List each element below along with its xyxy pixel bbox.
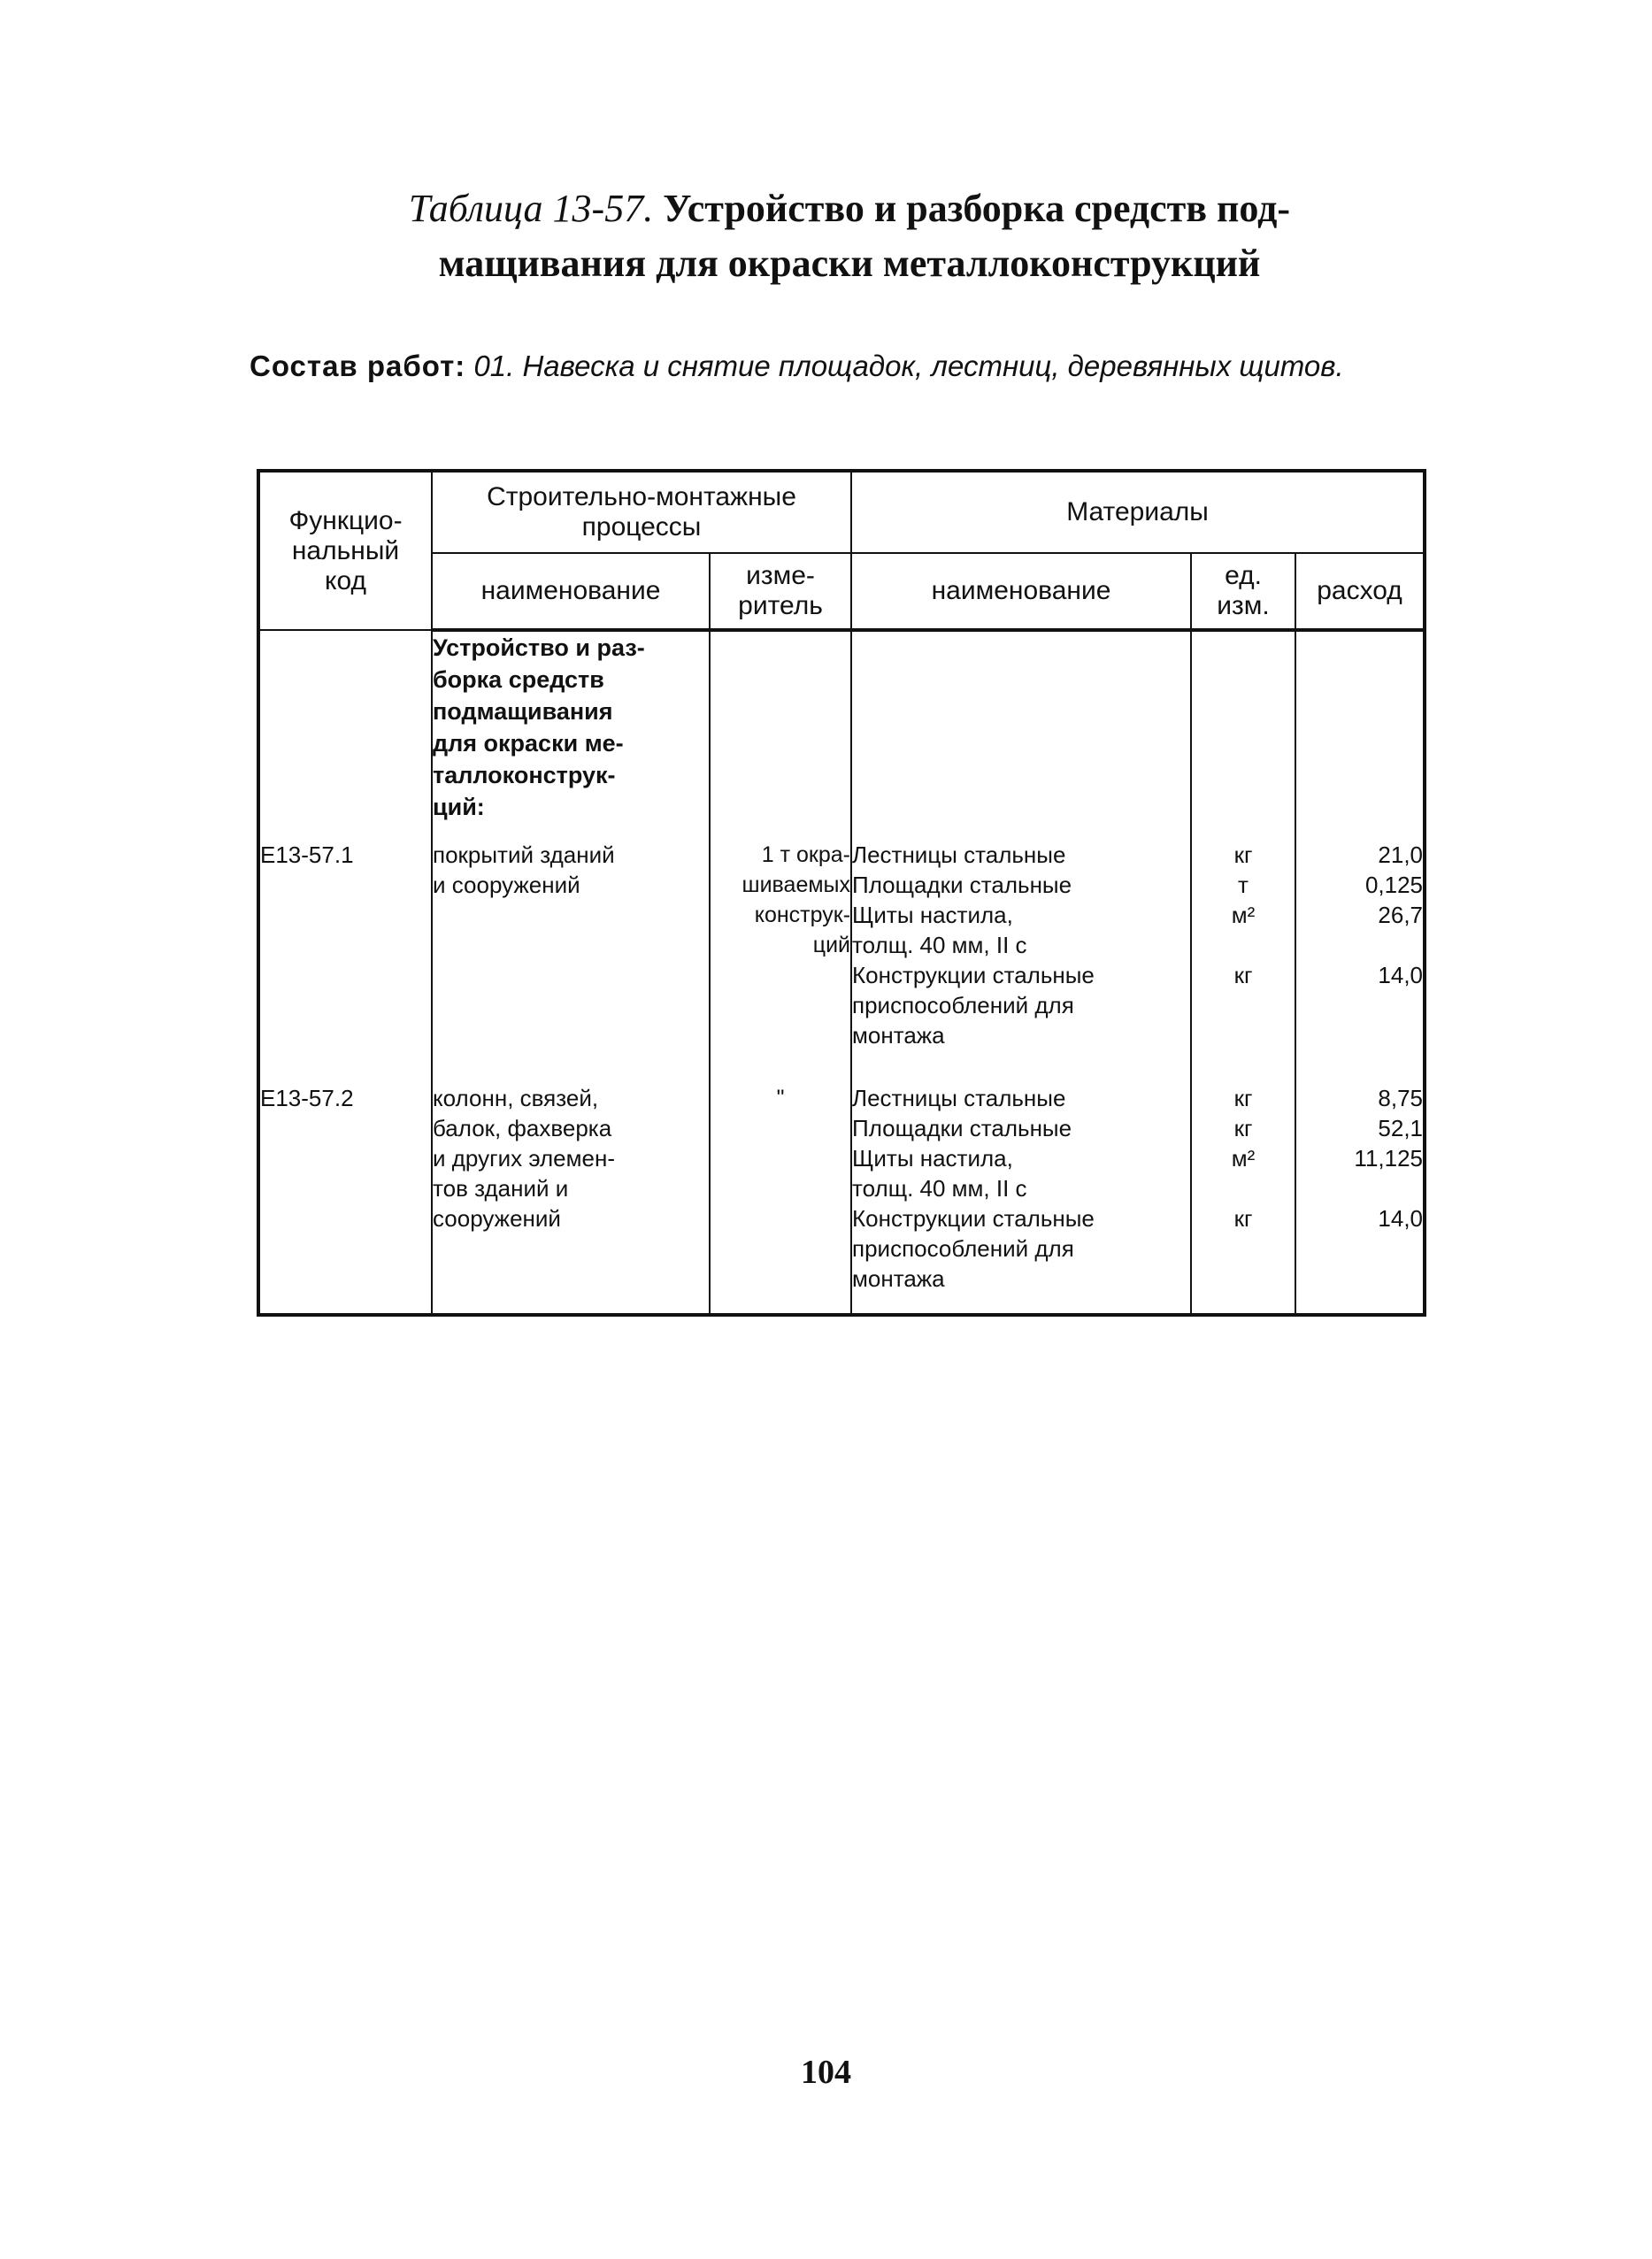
work-composition-text: 01. Навеска и снятие площадок, лестниц, деревянных щитов.	[473, 350, 1344, 382]
row-process: покрытий зданий и сооружений	[432, 840, 710, 1083]
header-process-name: наименование	[432, 553, 710, 630]
row-qty: 8,75 52,1 11,125 14,0	[1295, 1083, 1425, 1315]
header-processes: Строительно-монтажные процессы	[432, 471, 851, 553]
work-composition-label: Состав работ:	[250, 350, 466, 382]
row-units: кг т м² кг	[1191, 840, 1295, 1083]
table-row	[258, 1083, 1425, 1315]
header-code: Функцио- нальный код	[258, 471, 432, 630]
table-row	[258, 840, 1425, 1083]
row-process: колонн, связей, балок, фахверка и других элемен- тов зданий и сооружений	[432, 1083, 710, 1315]
cell-empty	[1191, 630, 1295, 840]
norms-table	[257, 469, 1426, 1317]
row-code: Е13-57.1	[258, 840, 432, 1083]
row-materials: Лестницы стальные Площадки стальные Щиты настила, толщ. 40 мм, II с Конструкции стальные приспособлений для монтажа	[851, 840, 1191, 1083]
cell-empty	[710, 630, 851, 840]
cell-empty	[851, 630, 1191, 840]
cell-empty	[1295, 630, 1425, 840]
header-process-meter: изме- ритель	[710, 553, 851, 630]
page-title	[265, 181, 1433, 291]
header-material-name: наименование	[851, 553, 1191, 630]
row-code: Е13-57.2	[258, 1083, 432, 1315]
table-title-text: Устройство и разборка средств под- мащивания для окраски металлоконструкций	[438, 187, 1291, 285]
table-row-group-title	[258, 630, 1425, 840]
work-composition	[250, 347, 1426, 386]
header-material-qty: расход	[1295, 553, 1425, 630]
header-material-unit: ед. изм.	[1191, 553, 1295, 630]
row-meter: 1 т окра- шиваемых конструк- ций	[710, 840, 851, 1083]
table-number-label: Таблица 13-57.	[408, 187, 654, 230]
page-number: 104	[801, 2054, 851, 2091]
row-materials: Лестницы стальные Площадки стальные Щиты настила, толщ. 40 мм, II с Конструкции стальные приспособлений для монтажа	[851, 1083, 1191, 1315]
row-meter: "	[710, 1083, 851, 1315]
cell-empty	[258, 630, 432, 840]
group-title: Устройство и раз- борка средств подмащивания для окраски ме- таллоконструк- ций:	[432, 630, 710, 840]
row-qty: 21,0 0,125 26,7 14,0	[1295, 840, 1425, 1083]
header-materials: Материалы	[851, 471, 1425, 553]
row-units: кг кг м² кг	[1191, 1083, 1295, 1315]
